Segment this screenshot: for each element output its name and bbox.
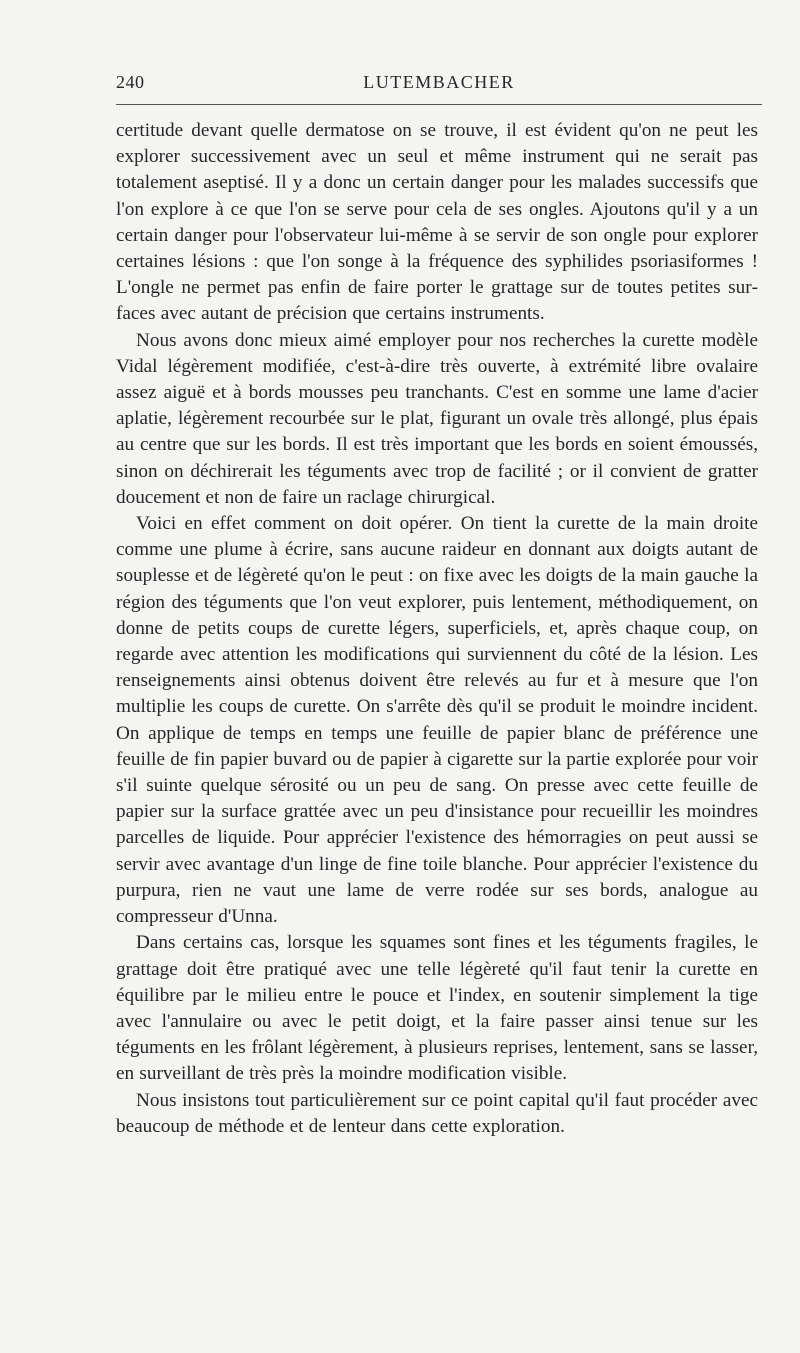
paragraph: Voici en effet comment on doit opérer. On tient la curette de la main droite comme une plume à écrire, sans aucune raideur en donnant aux doigts autant de souplesse et de légèreté qu'on le peut : on fixe avec les doigts de la main gauche la région des téguments que l'on veut explorer, puis lentement, méthodiquement, on donne de petits coups de curette légers, superficiels, et, après chaque coup, on regarde avec attention les modifications qui surviennent du côté de la lésion. Les renseignements ainsi obtenus doivent être relevés au fur et à mesure que l'on multiplie les coups de curette. On s'arrête dès qu'il se produit le moindre incident. On applique de temps en temps une feuille de papier blanc de préférence une feuille de fin papier buvard ou de papier à cigarette sur la partie explorée pour voir s'il suinte quelque sérosité ou un peu de sang. On presse avec cette feuille de papier sur la surface grattée avec un peu d'insistance pour recueillir les moindres parcelles de liquide. Pour apprécier l'existence des hémorragies on peut aussi se servir avec avantage d'un linge de fine toile blanche. Pour apprécier l'existence du purpura, rien ne vaut une lame de verre rodée sur ses bords, analogue au compresseur d'Unna. [116, 513, 759, 928]
body-text [116, 118, 758, 1140]
running-title: LUTEMBACHER [363, 72, 515, 92]
header-rule [116, 104, 762, 105]
running-header [116, 72, 762, 98]
page-number: 240 [116, 72, 145, 92]
paragraph: Nous insistons tout particulièrement sur ce point capital qu'il faut procéder avec beaucoup de méthode et de lenteur dans cette exploration. [116, 1089, 758, 1137]
paragraph: certitude devant quelle dermatose on se trouve, il est évident qu'on ne peut les explorer successivement avec un seul et même instrument qui ne serait pas totalement aseptisé. Il y a donc un certain danger pour les malades successifs que l'on explore à ce que l'on se serve pour cela de ses ongles. Ajoutons qu'il y a un certain danger pour l'observateur lui-même à se servir de son ongle pour explorer certaines lésions : que l'on songe à la fréquence des syphilides psoriasiformes ! L'ongle ne permet pas enfin de faire porter le grattage sur de toutes petites surfaces avec autant de précision que certains instruments. [116, 120, 758, 325]
paragraph: Nous avons donc mieux aimé employer pour nos recherches la curette modèle Vidal légèrement modifiée, c'est-à-dire très ouverte, à extrémité libre ovalaire assez aiguë et à bords mousses peu tranchants. C'est en somme une lame d'acier aplatie, légèrement recourbée sur le plat, figurant un ovale très allongé, plus épais au centre que sur les bords. Il est très important que les bords en soient émoussés, sinon on déchirerait les téguments avec trop de facilité ; or il convient de gratter doucement et non de faire un raclage chirurgical. [116, 329, 758, 508]
paragraph: Dans certains cas, lorsque les squames sont fines et les téguments fragiles, le grattage doit être pratiqué avec une telle légèreté qu'il faut tenir la curette en équilibre par le milieu entre le pouce et l'index, en soutenir simplement la tige avec l'annulaire ou avec le petit doigt, et la faire passer ainsi tenue sur les téguments en les frôlant légèrement, à plusieurs reprises, lentement, sans se lasser, en surveillant de très près la moindre modification visible. [116, 932, 758, 1085]
